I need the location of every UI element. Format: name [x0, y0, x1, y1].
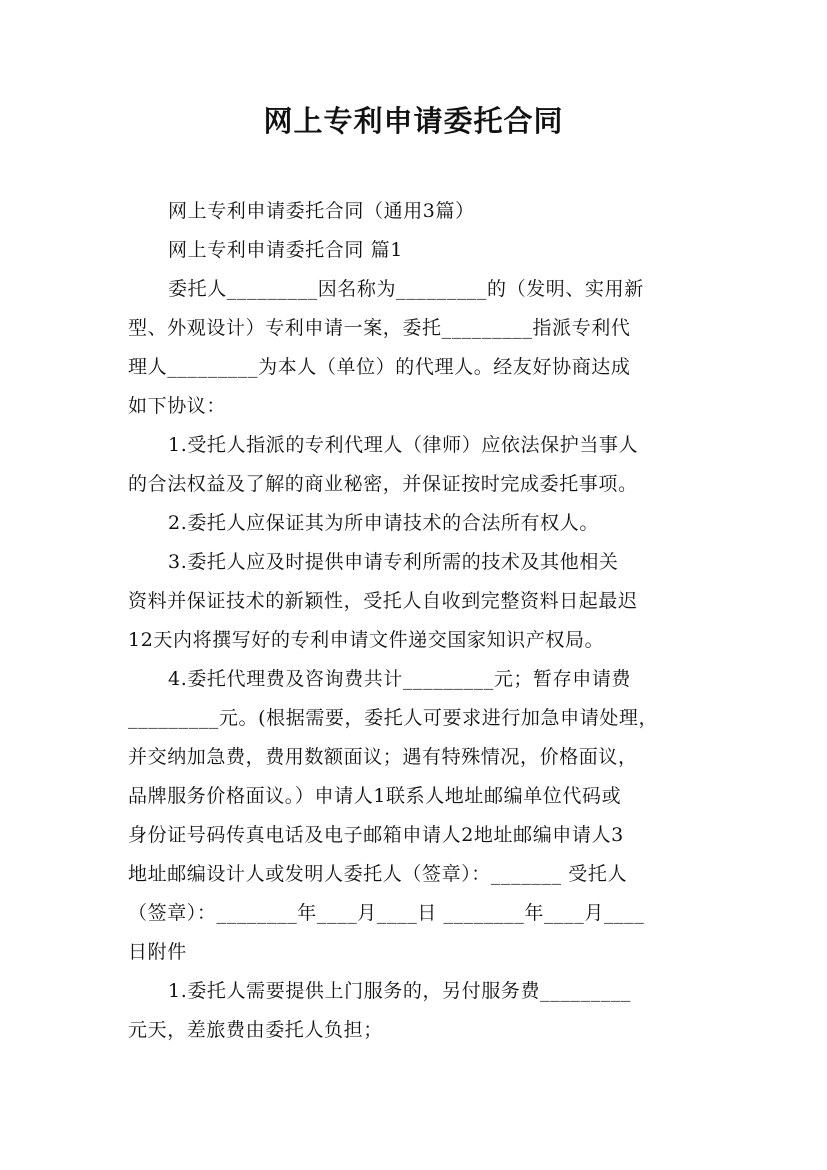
clause-4-line: _________元。(根据需要，委托人可要求进行加急申请处理，: [128, 707, 659, 729]
clause-4-line: 并交纳加急费，费用数额面议；遇有特殊情况，价格面议，: [128, 746, 638, 768]
paragraph-line: 型、外观设计）专利申请一案，委托_________指派专利代: [128, 317, 631, 339]
attachment-clause-line: 1.委托人需要提供上门服务的，另付服务费_________: [168, 980, 632, 1002]
clause-2-line: 2.委托人应保证其为所申请技术的合法所有权人。: [168, 512, 599, 534]
document-title: 网上专利申请委托合同: [263, 104, 564, 138]
attachment-clause-line: 元天，差旅费由委托人负担；: [128, 1019, 383, 1041]
clause-1-line: 的合法权益及了解的商业秘密，并保证按时完成委托事项。: [128, 473, 638, 495]
clause-1-line: 1.受托人指派的专利代理人（律师）应依法保护当事人: [168, 434, 639, 456]
section-heading: 网上专利申请委托合同 篇1: [168, 239, 403, 261]
clause-3-line: 3.委托人应及时提供申请专利所需的技术及其他相关: [168, 551, 619, 573]
clause-4-line: 4.委托代理费及咨询费共计_________元；暂存申请费: [168, 668, 632, 690]
clause-4-line: 品牌服务价格面议。）申请人1联系人地址邮编单位代码或: [128, 785, 622, 807]
clause-3-line: 12天内将撰写好的专利申请文件递交国家知识产权局。: [128, 629, 605, 651]
clause-4-line: 身份证号码传真电话及电子邮箱申请人2地址邮编申请人3: [128, 824, 624, 846]
clause-3-line: 资料并保证技术的新颖性，受托人自收到完整资料日起最迟: [128, 590, 638, 612]
signature-line: 地址邮编设计人或发明人委托人（签章）：_______ 受托人: [128, 863, 628, 885]
attachment-heading: 日附件: [128, 941, 187, 963]
paragraph-line: 理人_________为本人（单位）的代理人。经友好协商达成: [128, 356, 631, 378]
paragraph-line: 如下协议：: [128, 395, 227, 417]
subtitle-line: 网上专利申请委托合同（通用3篇）: [168, 200, 475, 222]
signature-date-line: （签章）：________年____月____日 ________年____月____: [128, 902, 645, 924]
paragraph-line: 委托人_________因名称为_________的（发明、实用新: [168, 278, 644, 300]
